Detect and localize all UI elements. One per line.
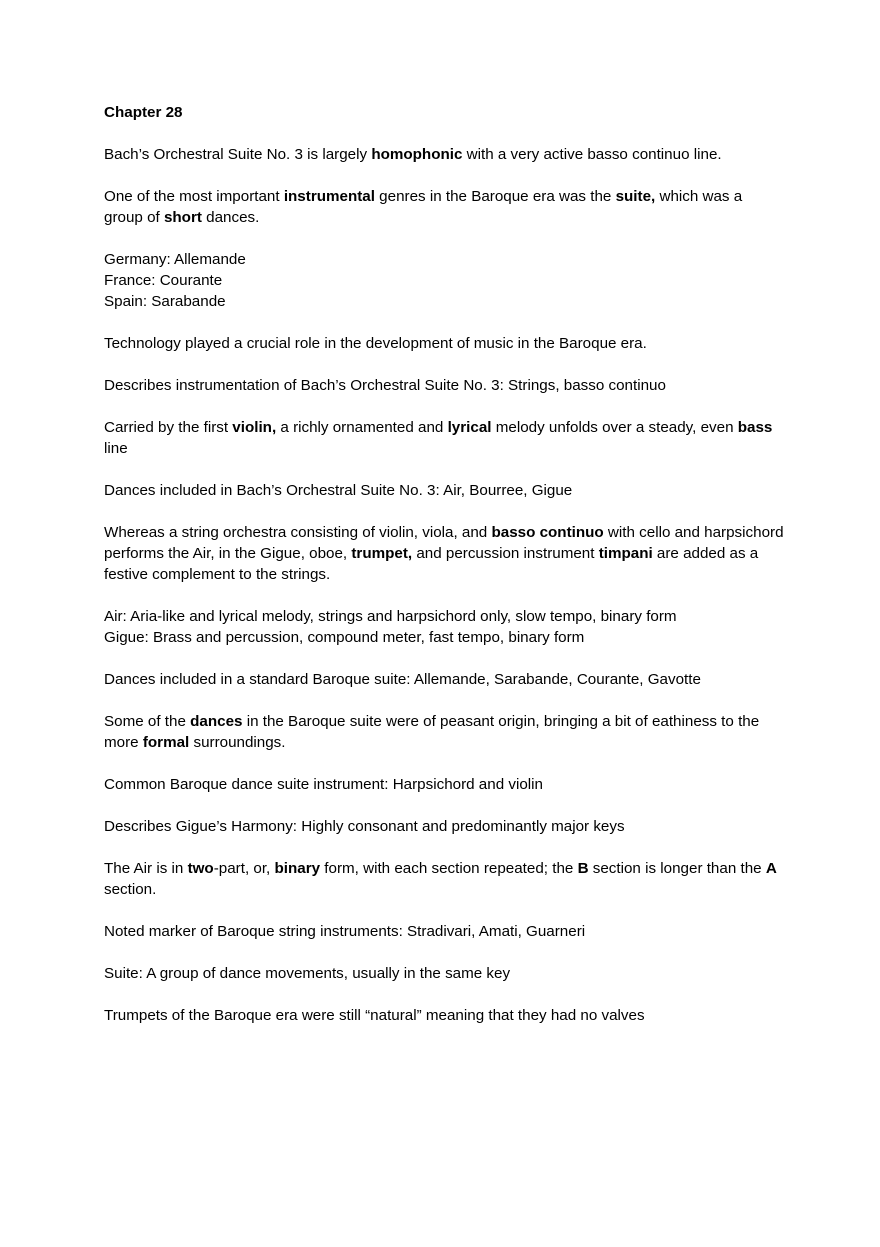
bold-term: A [765, 860, 777, 877]
text-run: are added as a festive complement to the strings. [104, 545, 759, 583]
bold-term: dances [190, 713, 243, 730]
text-run: Describes instrumentation of Bach’s Orchestral Suite No. 3: Strings, basso continuo [104, 377, 666, 394]
text-run: form, with each section repeated; the [320, 860, 578, 877]
text-run: Air: Aria-like and lyrical melody, strings and harpsichord only, slow tempo, binary form [104, 608, 677, 625]
paragraph [104, 774, 784, 795]
text-run: line [104, 440, 128, 457]
text-run: with a very active basso continuo line. [462, 146, 722, 163]
text-run: Some of the [104, 713, 191, 730]
text-run: a richly ornamented and [276, 419, 448, 436]
paragraph-line [104, 270, 784, 291]
text-run: Dances included in a standard Baroque suite: Allemande, Sarabande, Courante, Gavotte [104, 671, 701, 688]
paragraph-line [104, 291, 784, 312]
text-run: Spain: Sarabande [104, 293, 226, 310]
paragraph [104, 816, 784, 837]
bold-term: formal [142, 734, 190, 751]
bold-term: instrumental [283, 188, 375, 205]
text-run: which was a group of [104, 188, 743, 226]
bold-term: basso continuo [491, 524, 604, 541]
bold-term: short [163, 209, 202, 226]
paragraph [104, 417, 784, 459]
text-run: section is longer than the [588, 860, 766, 877]
text-run: melody unfolds over a steady, even [491, 419, 738, 436]
text-run: and percussion instrument [412, 545, 599, 562]
bold-term: trumpet, [351, 545, 413, 562]
paragraph [104, 144, 784, 165]
text-run: Technology played a crucial role in the development of music in the Baroque era. [104, 335, 647, 352]
text-run: in the Baroque suite were of peasant origin, bringing a bit of eathiness to the more [104, 713, 760, 751]
text-run: Bach’s Orchestral Suite No. 3 is largely [104, 146, 372, 163]
bold-term: two [187, 860, 214, 877]
paragraph [104, 606, 784, 648]
text-run: section. [104, 881, 157, 898]
text-run: Gigue: Brass and percussion, compound meter, fast tempo, binary form [104, 629, 585, 646]
text-run: Carried by the first [104, 419, 233, 436]
bold-term: violin, [232, 419, 277, 436]
bold-term: lyrical [447, 419, 492, 436]
bold-term: binary [274, 860, 321, 877]
text-run: Dances included in Bach’s Orchestral Suite No. 3: Air, Bourree, Gigue [104, 482, 573, 499]
chapter-heading: Chapter 28 [104, 104, 183, 121]
paragraph [104, 186, 784, 228]
paragraph-line [104, 249, 784, 270]
bold-term: B [577, 860, 589, 877]
text-run: surroundings. [189, 734, 286, 751]
text-run: France: Courante [104, 272, 223, 289]
paragraph [104, 1005, 784, 1026]
bold-term: timpani [598, 545, 653, 562]
paragraph [104, 522, 784, 585]
text-run: with cello and harpsichord performs the Air, in the Gigue, oboe, [104, 524, 784, 562]
text-run: genres in the Baroque era was the [374, 188, 616, 205]
paragraph [104, 375, 784, 396]
paragraph-line [104, 606, 784, 627]
paragraph-line [104, 627, 784, 648]
paragraph [104, 858, 784, 900]
bold-term: homophonic [371, 146, 463, 163]
paragraph [104, 333, 784, 354]
paragraph [104, 963, 784, 984]
text-run: Common Baroque dance suite instrument: Harpsichord and violin [104, 776, 543, 793]
text-run: -part, or, [213, 860, 275, 877]
text-run: Trumpets of the Baroque era were still “natural” meaning that they had no valves [104, 1007, 645, 1024]
text-run: dances. [201, 209, 260, 226]
paragraph [104, 921, 784, 942]
text-run: Noted marker of Baroque string instruments: Stradivari, Amati, Guarneri [104, 923, 586, 940]
text-run: Describes Gigue’s Harmony: Highly consonant and predominantly major keys [104, 818, 625, 835]
paragraph [104, 480, 784, 501]
paragraph [104, 669, 784, 690]
text-run: One of the most important [104, 188, 284, 205]
paragraph [104, 711, 784, 753]
paragraph [104, 249, 784, 312]
text-run: Germany: Allemande [104, 251, 246, 268]
text-run: The Air is in [104, 860, 188, 877]
text-run: Suite: A group of dance movements, usually in the same key [104, 965, 511, 982]
text-run: Whereas a string orchestra consisting of violin, viola, and [104, 524, 492, 541]
bold-term: suite, [615, 188, 656, 205]
document-body [104, 102, 784, 1047]
bold-term: bass [737, 419, 773, 436]
